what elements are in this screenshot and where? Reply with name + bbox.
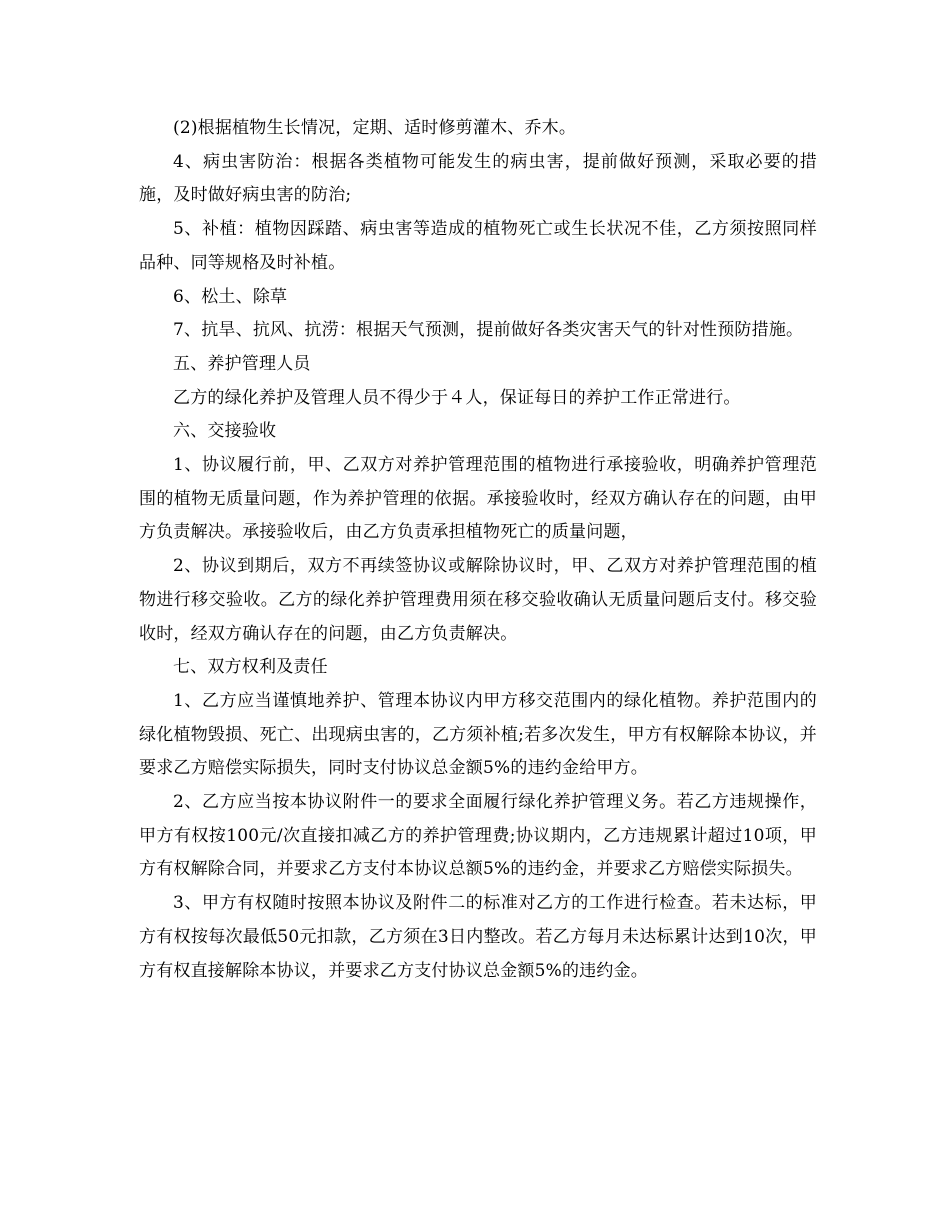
paragraph-rights-3: 3、甲方有权随时按照本协议及附件二的标准对乙方的工作进行检查。若未达标，甲方有权按每次最低50元扣款，乙方须在3日内整改。若乙方每月未达标累计达到10次，甲方有权直接解除本协议，并要求乙方支付协议总金额5%的违约金。 — [139, 893, 817, 981]
paragraph-handover-before: 1、协议履行前，甲、乙双方对养护管理范围的植物进行承接验收，明确养护管理范围的植物无质量问题，作为养护管理的依据。承接验收时，经双方确认存在的问题，由甲方负责解决。承接验收后，由乙方负责承担植物死亡的质量问题， — [139, 455, 817, 543]
paragraph-staff: 乙方的绿化养护及管理人员不得少于４人，保证每日的养护工作正常进行。 — [173, 387, 741, 408]
section-heading-handover: 六、交接验收 — [173, 421, 277, 442]
paragraph-pruning: (2)根据植物生长情况，定期、适时修剪灌木、乔木。 — [173, 118, 577, 138]
section-heading-rights: 七、双方权利及责任 — [173, 657, 328, 678]
paragraph-replanting: 5、补植：植物因踩踏、病虫害等造成的植物死亡或生长状况不佳，乙方须按照同样品种、同等规格及时补植。 — [139, 219, 817, 273]
paragraph-disaster-prevention: 7、抗旱、抗风、抗涝：根据天气预测，提前做好各类灾害天气的针对性预防措施。 — [173, 320, 804, 341]
section-heading-staff: 五、养护管理人员 — [173, 353, 311, 374]
document-page — [139, 112, 817, 988]
paragraph-rights-2: 2、乙方应当按本协议附件一的要求全面履行绿化养护管理义务。若乙方违规操作，甲方有权按100元/次直接扣减乙方的养护管理费;协议期内，乙方违规累计超过10项，甲方有权解除合同，并要求乙方支付本协议总额5%的违约金，并要求乙方赔偿实际损失。 — [139, 792, 817, 880]
paragraph-pest-control: 4、病虫害防治：根据各类植物可能发生的病虫害，提前做好预测，采取必要的措施，及时做好病虫害的防治; — [139, 151, 817, 206]
paragraph-weeding: 6、松土、除草 — [173, 286, 288, 307]
paragraph-handover-after: 2、协议到期后，双方不再续签协议或解除协议时，甲、乙双方对养护管理范围的植物进行移交验收。乙方的绿化养护管理费用须在移交验收确认无质量问题后支付。移交验收时，经双方确认存在的问题，由乙方负责解决。 — [139, 556, 817, 644]
paragraph-rights-1: 1、乙方应当谨慎地养护、管理本协议内甲方移交范围内的绿化植物。养护范围内的绿化植物毁损、死亡、出现病虫害的，乙方须补植;若多次发生，甲方有权解除本协议，并要求乙方赔偿实际损失，同时支付协议总金额5%的违约金给甲方。 — [139, 690, 817, 779]
